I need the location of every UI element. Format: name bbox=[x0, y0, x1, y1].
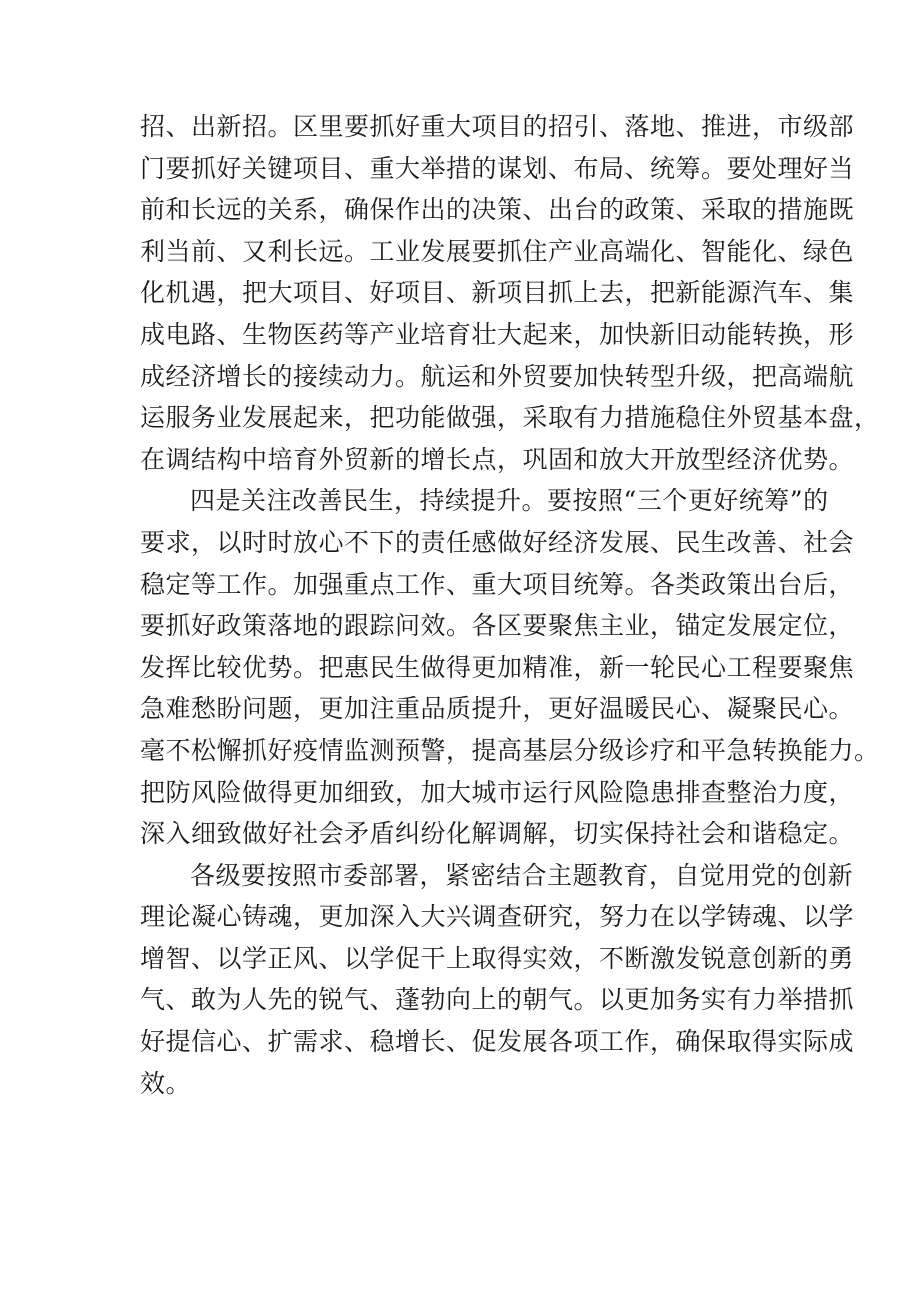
text-line: 毫不松懈抓好疫情监测预警，提高基层分级诊疗和平急转换能力。 bbox=[140, 735, 880, 765]
text-line: 深入细致做好社会矛盾纠纷化解调解，切实保持社会和谐稳定。 bbox=[140, 819, 855, 849]
text-line: 在调结构中培育外贸新的增长点，巩固和放大开放型经济优势。 bbox=[140, 444, 855, 474]
text-line: 利当前、又利长远。工业发展要抓住产业高端化、智能化、绿色 bbox=[140, 236, 855, 266]
text-line: 发挥比较优势。把惠民生做得更加精准，新一轮民心工程要聚焦 bbox=[140, 652, 855, 682]
text-line: 好提信心、扩需求、稳增长、促发展各项工作，确保取得实际成 bbox=[140, 1027, 855, 1057]
paragraph bbox=[140, 855, 855, 1105]
text-line: 把防风险做得更加细致，加大城市运行风险隐患排查整治力度， bbox=[140, 777, 855, 807]
paragraph bbox=[140, 480, 880, 854]
paragraph bbox=[140, 106, 880, 480]
text-line: 气、敢为人先的锐气、蓬勃向上的朝气。以更加务实有力举措抓 bbox=[140, 985, 855, 1015]
text-line: 效。 bbox=[140, 1068, 192, 1098]
text-line: 成电路、生物医药等产业培育壮大起来，加快新旧动能转换，形 bbox=[140, 319, 855, 349]
text-line: 要抓好政策落地的跟踪问效。各区要聚焦主业，锚定发展定位， bbox=[140, 611, 855, 641]
document-body bbox=[140, 106, 880, 1104]
text-line: 化机遇，把大项目、好项目、新项目抓上去，把新能源汽车、集 bbox=[140, 278, 855, 308]
text-line: 理论凝心铸魂，更加深入大兴调查研究，努力在以学铸魂、以学 bbox=[140, 902, 855, 932]
text-line: 运服务业发展起来，把功能做强，采取有力措施稳住外贸基本盘， bbox=[140, 403, 880, 433]
text-line: 前和长远的关系，确保作出的决策、出台的政策、采取的措施既 bbox=[140, 195, 855, 225]
text-line: 成经济增长的接续动力。航运和外贸要加快转型升级，把高端航 bbox=[140, 361, 855, 391]
text-line: 要求，以时时放心不下的责任感做好经济发展、民生改善、社会 bbox=[140, 527, 855, 557]
text-line: 稳定等工作。加强重点工作、重大项目统筹。各类政策出台后， bbox=[140, 569, 855, 599]
text-line: 增智、以学正风、以学促干上取得实效，不断激发锐意创新的勇 bbox=[140, 943, 855, 973]
text-line: 四是关注改善民生，持续提升。要按照“三个更好统筹”的 bbox=[190, 486, 829, 516]
text-line: 急难愁盼问题，更加注重品质提升，更好温暖民心、凝聚民心。 bbox=[140, 694, 855, 724]
text-line: 门要抓好关键项目、重大举措的谋划、布局、统筹。要处理好当 bbox=[140, 153, 855, 183]
text-line: 招、出新招。区里要抓好重大项目的招引、落地、推进，市级部 bbox=[140, 112, 855, 141]
text-line: 各级要按照市委部署，紧密结合主题教育，自觉用党的创新 bbox=[190, 860, 854, 890]
